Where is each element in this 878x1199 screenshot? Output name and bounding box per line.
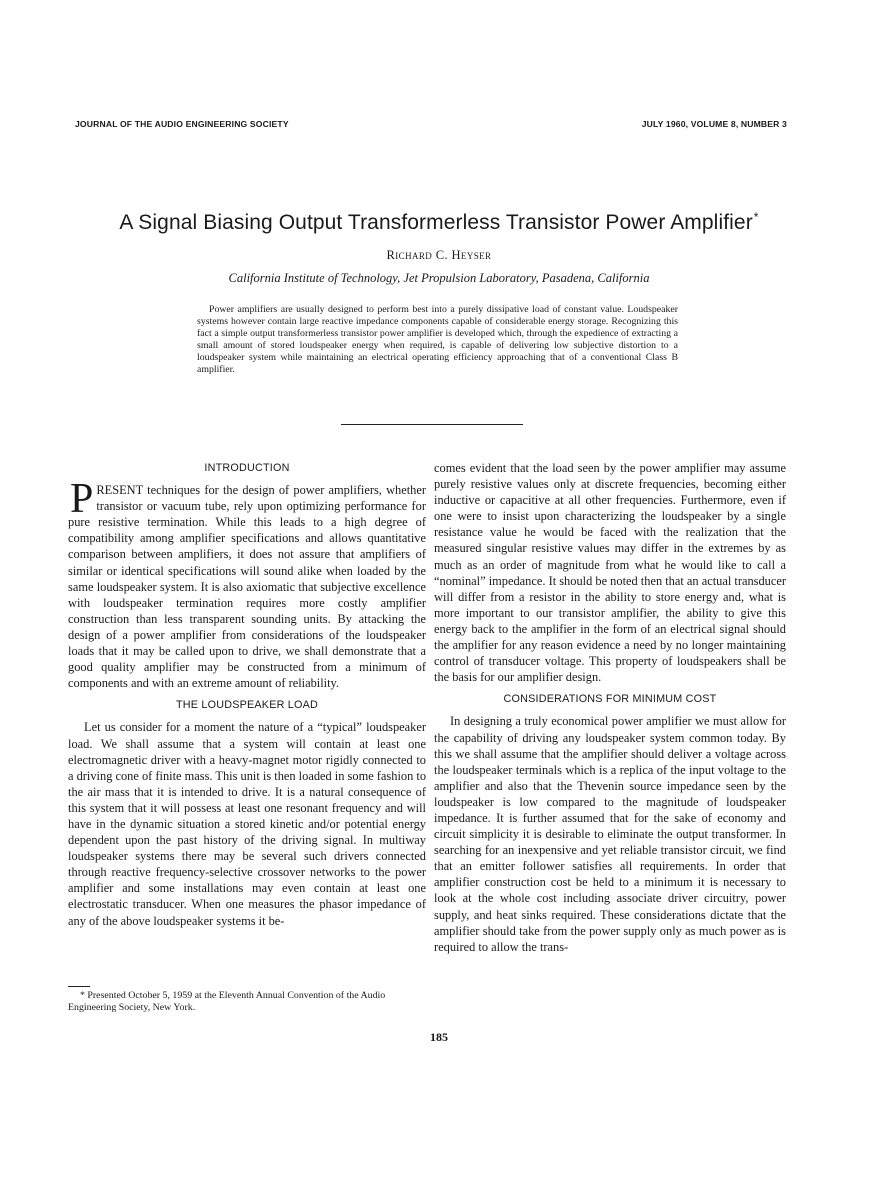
heading-introduction: INTRODUCTION (204, 462, 290, 474)
article-title (0, 210, 878, 235)
loudspeaker-load-paragraph: Let us consider for a moment the nature of a “typical” loudspeaker load. We shall assume that a system will contain at least one electromagnetic driver with a heavy-magnet motor rigidly connected to a driving cone of finite mass. This unit is then loaded in some fashion to the air mass that it is intended to drive. It is a natural consequence of this system that it will possess at least one resonant frequency and will have in the dynamic situation a stored kinetic and/or potential energy dependent upon the past history of the driving signal. In multiway loudspeaker systems there may be several such drivers connected through reactive frequency-selective crossover networks to the power amplifier and some installations may even contain at least one electrostatic transducer. When one measures the phasor impedance of any of the above loudspeaker systems it be- (68, 720, 427, 928)
introduction-text: RESENT techniques for the design of power amplifiers, whether transistor or vacuum tube, rely upon optimizing performance for pure resistive termination. While this leads to a high degree of compatibility among amplifier specifications and allows quantitative comparison between amplifiers, it does not assure that amplifiers of similar or identical specifications will sound alike when loaded by the same loudspeaker system. It is also axiomatic that subjective excellence with loudspeaker termination requires more costly amplifier construction than less transparent sounding units. By attacking the design of a power amplifier from considerations of the loudspeaker loads that it may be called upon to drive, we shall demonstrate that a good quality amplifier may be constructed from a minimum of components and with an extreme amount of reliability. (68, 483, 426, 691)
section-divider (341, 424, 523, 425)
introduction-paragraph (68, 476, 426, 691)
title-text: A Signal Biasing Output Transformerless Transistor Power Amplifier (119, 211, 753, 234)
author-affiliation: California Institute of Technology, Jet Propulsion Laboratory, Pasadena, California (228, 271, 650, 285)
title-footnote-mark: * (753, 210, 759, 224)
issue-running-head: JULY 1960, VOLUME 8, NUMBER 3 (641, 119, 787, 129)
right-column (434, 460, 786, 955)
heading-minimum-cost: CONSIDERATIONS FOR MINIMUM COST (503, 693, 717, 706)
drop-cap: P (70, 476, 94, 523)
footnote: * Presented October 5, 1959 at the Eleventh Annual Convention of the Audio Engineering Society, New York. (68, 990, 386, 1013)
journal-running-head: JOURNAL OF THE AUDIO ENGINEERING SOCIETY (75, 119, 289, 129)
page-number: 185 (430, 1030, 448, 1044)
heading-loudspeaker-load: THE LOUDSPEAKER LOAD (176, 699, 318, 712)
footnote-rule (68, 986, 90, 987)
author-name: Richard C. Heyser (386, 248, 492, 262)
minimum-cost-paragraph: In designing a truly economical power amplifier we must allow for the capability of driving any loudspeaker system common today. By this we shall assume that the amplifier should deliver a voltage across the loudspeaker terminals which is a replica of the input voltage to the amplifier and also that the Thevenin source impedance seen by the loudspeaker is low compared to the magnitude of loudspeaker impedance. It is further assumed that for the sake of economy and circuit simplicity it is desirable to eliminate the output transformer. In searching for an inexpensive and yet reliable transistor circuit, we find that an emitter follower satisfies all requirements. In order that amplifier construction cost be held to a minimum it is necessary to look at the whole cost including associate driver circuitry, power supply, and heat sinks required. These considerations dictate that the amplifier should take from the power supply only as much power as is required to allow the trans- (434, 714, 786, 954)
abstract: Power amplifiers are usually designed to perform best into a purely dissipative load of constant value. Loudspeaker systems however contain large reactive impedance components capable of considerable energy storage. Recognizing this fact a simple output transformerless transistor power amplifier is developed which, through the expedience of extracting a small amount of stored loudspeaker energy when required, is capable of delivering low subjective distortion to a loudspeaker system while maintaining an electrical operating efficiency approaching that of a conventional Class B amplifier. (197, 304, 678, 376)
left-column (68, 460, 426, 929)
continued-paragraph: comes evident that the load seen by the power amplifier may assume purely resistive values only at discrete frequencies, becoming either inductive or capacitive at all other frequencies. Furthermore, even if one were to insist upon characterizing the loudspeaker by a single resistance value he would be faced with the realization that the measured singular resistive values may differ in the extremes by as much as an order of magnitude from what he would like to call a “nominal” impedance. It should be noted then that an actual transducer will differ from a resistor in the ability to store energy and, what is more important to our transistor amplifier, the ability to give this energy back to the amplifier in the form of an electrical signal should the amplifier for any reason evidence a need by no longer maintaining control of transducer voltage. This property of loudspeakers shall be the basis for our amplifier design. (434, 461, 786, 685)
